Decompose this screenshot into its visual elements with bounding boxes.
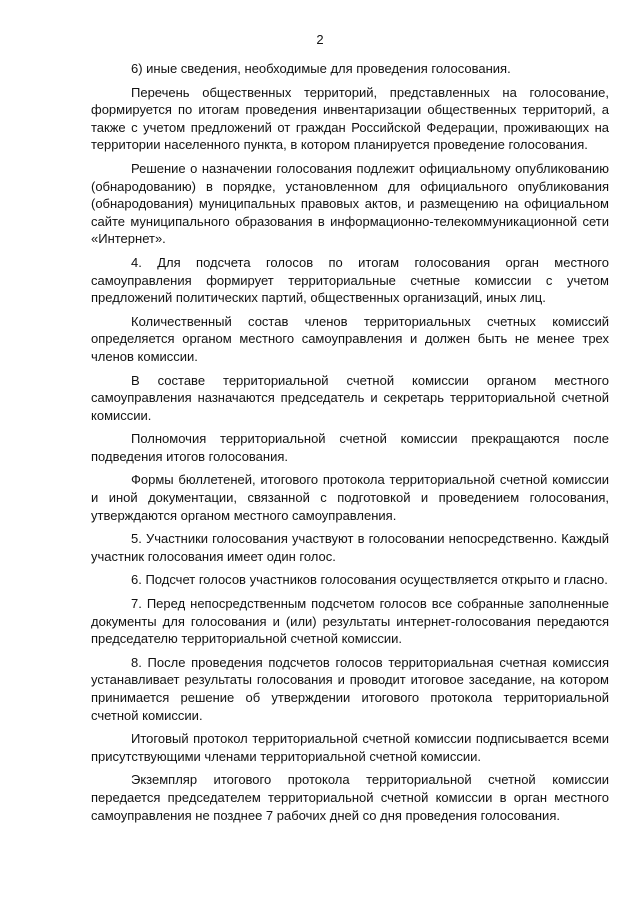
- paragraph: Количественный состав членов территориальных счетных комиссий определяется органом местного самоуправления и должен быть не менее трех членов комиссии.: [91, 313, 609, 364]
- paragraph: В составе территориальной счетной комиссии органом местного самоуправления назначаются председатель и секретарь территориальной счетной комиссии.: [91, 372, 609, 423]
- paragraph: 6. Подсчет голосов участников голосования осуществляется открыто и гласно.: [131, 572, 608, 588]
- paragraph: Решение о назначении голосования подлежит официальному опубликованию (обнародованию) в порядке, установленном для официального опубликования (обнародования) муниципальных правовых актов, и размещению на официальном сайте муниципального образования в информационно-телекоммуникационной сети «Интернет».: [91, 160, 609, 247]
- paragraph: Экземпляр итогового протокола территориальной счетной комиссии передается председателем территориальной счетной комиссии в орган местного самоуправления не позднее 7 рабочих дней со дня проведения голосования.: [91, 772, 609, 823]
- paragraph: 5. Участники голосования участвуют в голосовании непосредственно. Каждый участник голосования имеет один голос.: [91, 531, 609, 564]
- paragraph: Перечень общественных территорий, представленных на голосование, формируется по итогам проведения инвентаризации общественных территорий, а также с учетом предложений от граждан Российской Федерации, проживающих на территории населенного пункта, в котором планируется проведение голосования.: [91, 84, 609, 153]
- paragraph: Итоговый протокол территориальной счетной комиссии подписывается всеми присутствующими членами территориальной счетной комиссии.: [91, 731, 609, 764]
- document-body: [91, 60, 609, 830]
- page-number: 2: [316, 32, 324, 47]
- paragraph: 4. Для подсчета голосов по итогам голосования орган местного самоуправления формирует территориальные счетные комиссии с учетом предложений политических партий, общественных организаций, иных лиц.: [91, 254, 609, 306]
- paragraph: 6) иные сведения, необходимые для проведения голосования.: [131, 61, 511, 76]
- paragraph: 7. Перед непосредственным подсчетом голосов все собранные заполненные документы для голосования и (или) результаты интернет-голосования передаются председателю территориальной счетной комиссии.: [91, 596, 609, 647]
- paragraph: Формы бюллетеней, итогового протокола территориальной счетной комиссии и иной документации, связанной с подготовкой и проведением голосования, утверждаются органом местного самоуправления.: [91, 472, 609, 523]
- paragraph: 8. После проведения подсчетов голосов территориальная счетная комиссия устанавливает результаты голосования и проводит итоговое заседание, на котором принимается решение об утверждении итогового протокола территориальной счетной комиссии.: [91, 654, 609, 723]
- paragraph: Полномочия территориальной счетной комиссии прекращаются после подведения итогов голосования.: [91, 431, 609, 464]
